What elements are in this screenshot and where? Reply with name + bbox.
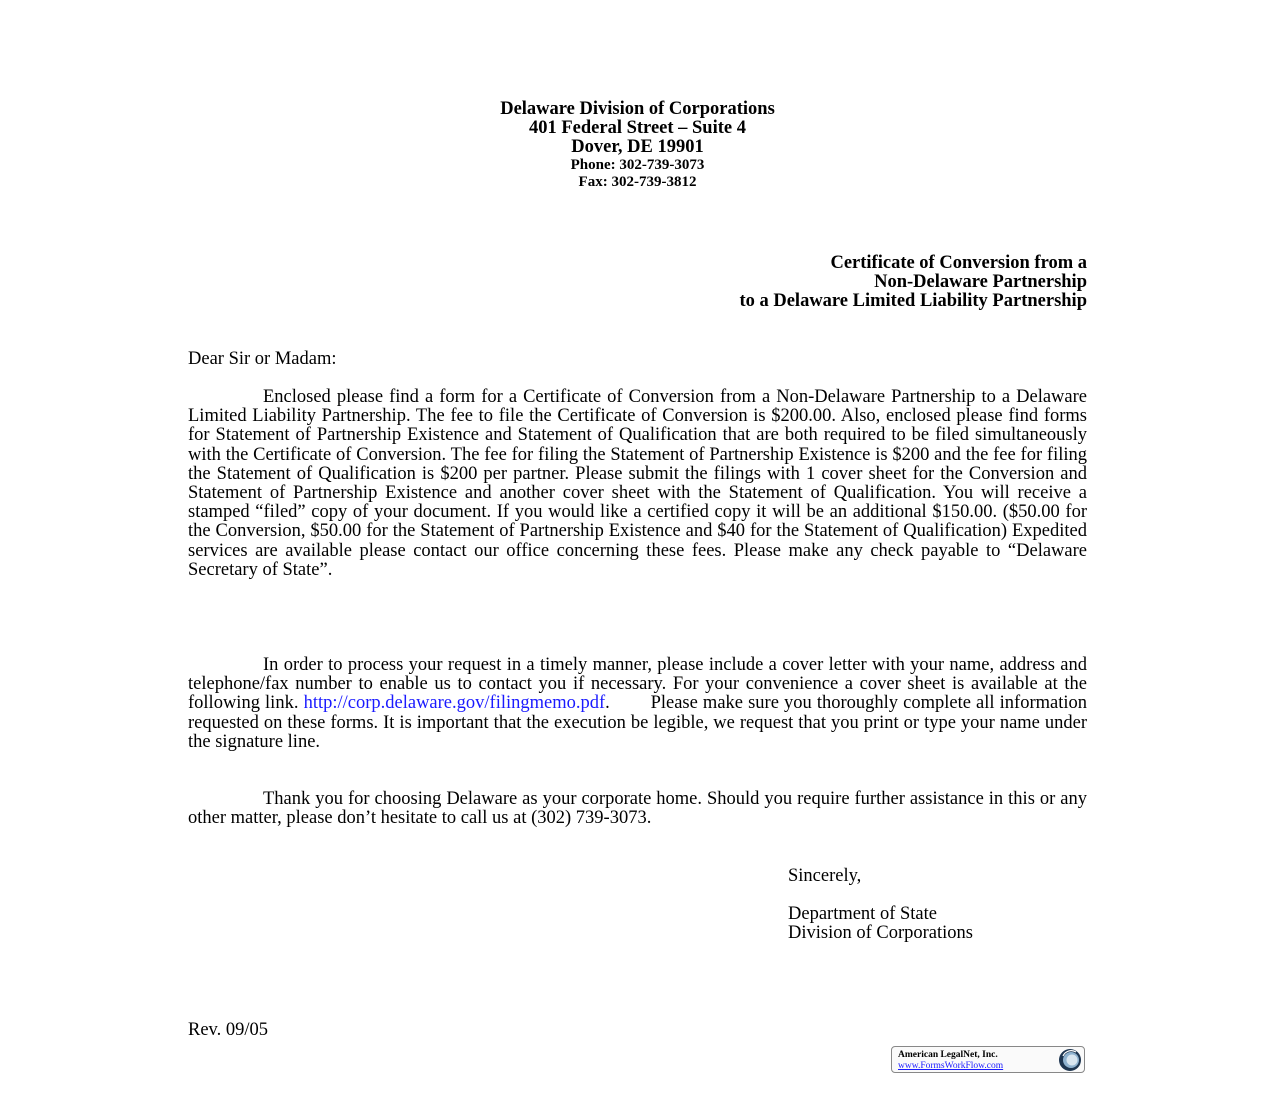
paragraph-instructions-text-after: . Please make sure you thoroughly complete all information requested on these forms. It is important that the execution be legible, we request that you print or type your name under the signature line. bbox=[188, 693, 1092, 752]
paragraph-instructions bbox=[188, 655, 1092, 752]
fax-number: Fax: 302-739-3812 bbox=[578, 173, 697, 190]
paragraph-fees bbox=[188, 388, 1087, 580]
paragraph-thanks bbox=[188, 790, 1087, 828]
signature-department: Department of State bbox=[788, 904, 937, 924]
badge-url-link[interactable]: www.FormsWorkFlow.com bbox=[898, 1061, 1004, 1071]
address-line-2: Dover, DE 19901 bbox=[571, 137, 704, 157]
closing-sincerely: Sincerely, bbox=[788, 866, 862, 886]
globe-logo-icon bbox=[1058, 1048, 1082, 1072]
revision-label: Rev. 09/05 bbox=[188, 1020, 268, 1040]
phone-number: Phone: 302-739-3073 bbox=[570, 157, 705, 173]
paragraph-thanks-text: Thank you for choosing Delaware as your corporate home. Should you require further assistance in this or any other matter, please don’t hesitate to call us at (302) 739-3073. bbox=[188, 789, 1087, 829]
subject-line-1: Certificate of Conversion from a bbox=[830, 253, 1087, 273]
signature-division: Division of Corporations bbox=[788, 923, 973, 944]
subject-line-2: Non-Delaware Partnership bbox=[874, 272, 1087, 293]
paragraph-fees-text: Enclosed please find a form for a Certificate of Conversion from a Non-Delaware Partnership to a Delaware Limited Liability Partnership. The fee to file the Certificate of Conversion is $200.00. Also, enclosed please find forms for Statement of Partnership Existence and Statement of Qualification that are both required to be filed simultaneously with the Certificate of Conversion. The fee for filing the Statement of Partnership Existence is $200 and the fee for filing the Statement of Qualification is $200 per partner. Please submit the filings with 1 cover sheet for the Conversion and Statement of Partnership Existence and another cover sheet with the Statement of Qualification. You will receive a stamped “filed” copy of your document. If you would like a certified copy it will be an additional $150.00. ($50.00 for the Conversion, $50.00 for the Statement of Partnership Existence and $40 for the Statement of Qualification) Expedited services are available please contact our office concerning these fees. Please make any check payable to “Delaware Secretary of State”. bbox=[188, 387, 1087, 580]
badge-company: American LegalNet, Inc. bbox=[898, 1050, 998, 1060]
legalnet-badge[interactable] bbox=[891, 1046, 1085, 1073]
subject-heading bbox=[739, 254, 1087, 312]
filing-memo-link[interactable]: http://corp.delaware.gov/filingmemo.pdf bbox=[303, 693, 606, 714]
paragraph-instructions-text: In order to process your request in a timely manner, please include a cover letter with your name, address and telephone/fax number to enable us to contact you if necessary. For your convenience a cover sheet is available at the following link. bbox=[188, 655, 1087, 714]
address-line-1: 401 Federal Street – Suite 4 bbox=[529, 118, 746, 138]
salutation: Dear Sir or Madam: bbox=[188, 349, 337, 369]
subject-line-3: to a Delaware Limited Liability Partnership bbox=[739, 291, 1087, 312]
organization-name: Delaware Division of Corporations bbox=[500, 99, 775, 119]
letterhead bbox=[0, 100, 1275, 190]
signature-block bbox=[788, 905, 973, 943]
